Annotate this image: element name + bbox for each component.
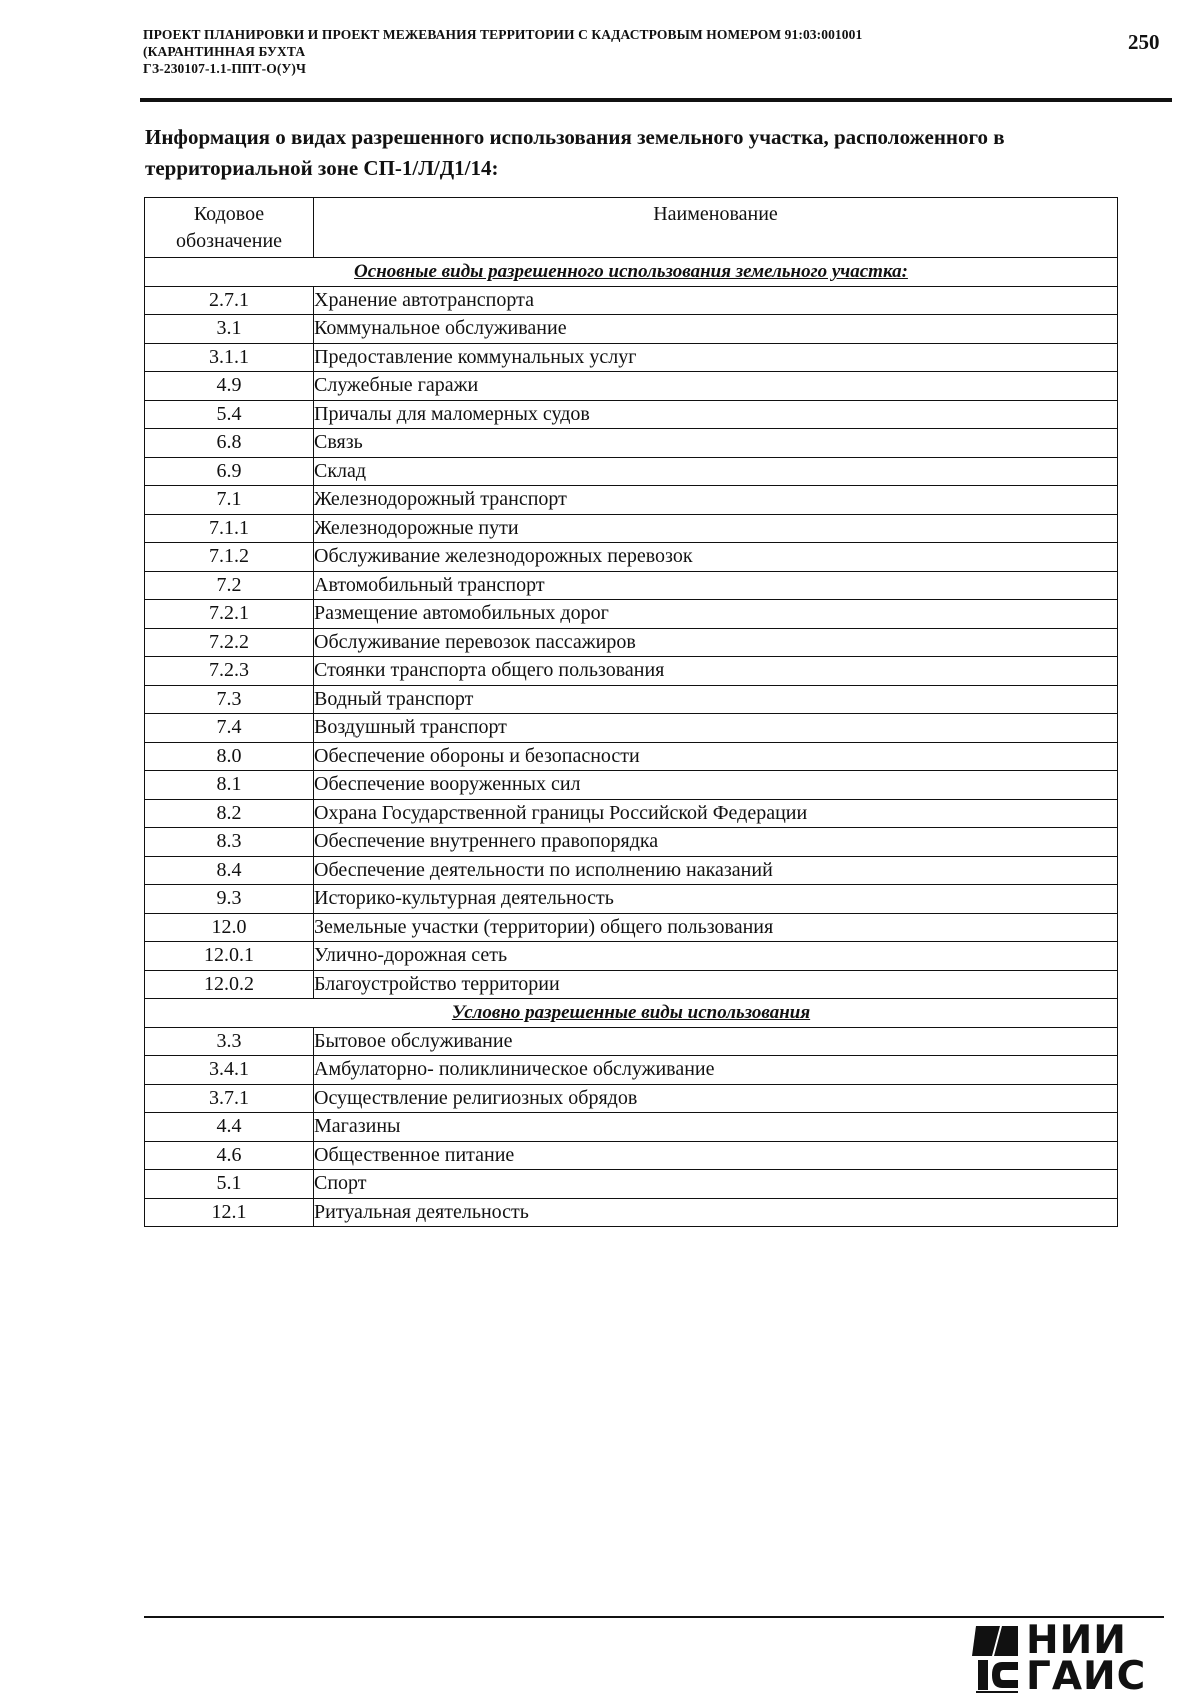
col-code-header: Кодовое обозначение (145, 198, 314, 258)
table-row (145, 1027, 1118, 1056)
row-name: Бытовое обслуживание (314, 1027, 1118, 1056)
row-code: 5.1 (145, 1170, 314, 1199)
land-use-table (144, 197, 1118, 1227)
table-row (145, 400, 1118, 429)
row-code: 4.4 (145, 1113, 314, 1142)
table-row (145, 457, 1118, 486)
row-name: Служебные гаражи (314, 372, 1118, 401)
table-row (145, 372, 1118, 401)
table-row (145, 543, 1118, 572)
row-code: 12.0.1 (145, 942, 314, 971)
page-number: 250 (1128, 30, 1160, 54)
table-row (145, 1170, 1118, 1199)
table-row (145, 913, 1118, 942)
row-name: Общественное питание (314, 1141, 1118, 1170)
header-divider (140, 98, 1172, 102)
row-code: 3.4.1 (145, 1056, 314, 1085)
row-name: Ритуальная деятельность (314, 1198, 1118, 1227)
row-code: 7.3 (145, 685, 314, 714)
row-name: Спорт (314, 1170, 1118, 1199)
row-name: Предоставление коммунальных услуг (314, 343, 1118, 372)
row-name: Благоустройство территории (314, 970, 1118, 999)
row-code: 7.2.3 (145, 657, 314, 686)
row-code: 4.6 (145, 1141, 314, 1170)
row-code: 5.4 (145, 400, 314, 429)
logo-text-line-2: ГАИС (1026, 1654, 1147, 1699)
niigais-logo (970, 1618, 1170, 1699)
row-code: 7.1.2 (145, 543, 314, 572)
row-code: 7.2.2 (145, 628, 314, 657)
table-row (145, 1198, 1118, 1227)
row-code: 8.1 (145, 771, 314, 800)
row-name: Обслуживание перевозок пассажиров (314, 628, 1118, 657)
row-name: Обеспечение внутреннего правопорядка (314, 828, 1118, 857)
row-name: Железнодорожные пути (314, 514, 1118, 543)
row-code: 3.7.1 (145, 1084, 314, 1113)
table-row (145, 343, 1118, 372)
row-code: 4.9 (145, 372, 314, 401)
row-code: 7.2.1 (145, 600, 314, 629)
table-row (145, 1141, 1118, 1170)
table-row (145, 970, 1118, 999)
table-row (145, 685, 1118, 714)
table-row (145, 1113, 1118, 1142)
table-section-row (145, 999, 1118, 1028)
table-row (145, 628, 1118, 657)
row-code: 12.1 (145, 1198, 314, 1227)
header-line-2: (КАРАНТИННАЯ БУХТА (143, 44, 306, 59)
row-code: 8.0 (145, 742, 314, 771)
row-name: Обеспечение обороны и безопасности (314, 742, 1118, 771)
row-name: Земельные участки (территории) общего пользования (314, 913, 1118, 942)
row-code: 8.4 (145, 856, 314, 885)
section-heading: Основные виды разрешенного использования земельного участка: (145, 258, 1118, 287)
row-name: Склад (314, 457, 1118, 486)
document-header (143, 26, 1063, 77)
table-row (145, 1084, 1118, 1113)
row-code: 8.2 (145, 799, 314, 828)
row-code: 7.1 (145, 486, 314, 515)
table-row (145, 657, 1118, 686)
row-code: 3.3 (145, 1027, 314, 1056)
col-name-header: Наименование (314, 198, 1118, 258)
row-name: Железнодорожный транспорт (314, 486, 1118, 515)
row-name: Водный транспорт (314, 685, 1118, 714)
table-section-row (145, 258, 1118, 287)
table-row (145, 429, 1118, 458)
row-name: Коммунальное обслуживание (314, 315, 1118, 344)
row-code: 6.8 (145, 429, 314, 458)
row-name: Обслуживание железнодорожных перевозок (314, 543, 1118, 572)
table-row (145, 885, 1118, 914)
table-row (145, 714, 1118, 743)
row-code: 3.1.1 (145, 343, 314, 372)
row-code: 3.1 (145, 315, 314, 344)
row-name: Осуществление религиозных обрядов (314, 1084, 1118, 1113)
row-code: 2.7.1 (145, 286, 314, 315)
header-line-1: ПРОЕКТ ПЛАНИРОВКИ И ПРОЕКТ МЕЖЕВАНИЯ ТЕРРИТОРИИ С КАДАСТРОВЫМ НОМЕРОМ 91:03:001001 (143, 27, 863, 42)
row-code: 7.4 (145, 714, 314, 743)
row-name: Охрана Государственной границы Российской Федерации (314, 799, 1118, 828)
section-heading: Условно разрешенные виды использования (145, 999, 1118, 1028)
row-name: Обеспечение вооруженных сил (314, 771, 1118, 800)
table-row (145, 799, 1118, 828)
row-name: Амбулаторно- поликлиническое обслуживание (314, 1056, 1118, 1085)
row-name: Историко-культурная деятельность (314, 885, 1118, 914)
row-name: Магазины (314, 1113, 1118, 1142)
row-code: 12.0.2 (145, 970, 314, 999)
row-name: Хранение автотранспорта (314, 286, 1118, 315)
niigais-logo-mark-icon (972, 1626, 1020, 1694)
header-line-3: ГЗ-230107-1.1-ППТ-О(У)Ч (143, 61, 307, 76)
table-row (145, 600, 1118, 629)
row-name: Связь (314, 429, 1118, 458)
row-name: Воздушный транспорт (314, 714, 1118, 743)
table-row (145, 486, 1118, 515)
row-code: 12.0 (145, 913, 314, 942)
table-header-row (145, 198, 1118, 258)
table-row (145, 571, 1118, 600)
row-name: Обеспечение деятельности по исполнению наказаний (314, 856, 1118, 885)
row-code: 6.9 (145, 457, 314, 486)
row-name: Автомобильный транспорт (314, 571, 1118, 600)
section-title: Информация о видах разрешенного использования земельного участка, расположенного в территориальной зоне СП-1/Л/Д1/14: (145, 125, 1005, 180)
table-row (145, 742, 1118, 771)
table-row (145, 1056, 1118, 1085)
footer-divider (144, 1616, 1164, 1618)
table-row (145, 771, 1118, 800)
row-code: 8.3 (145, 828, 314, 857)
table-row (145, 286, 1118, 315)
table-row (145, 315, 1118, 344)
logo-text-line-1: НИИ (1026, 1618, 1127, 1663)
table-row (145, 856, 1118, 885)
table-row (145, 828, 1118, 857)
row-name: Размещение автомобильных дорог (314, 600, 1118, 629)
table-row (145, 942, 1118, 971)
row-code: 7.2 (145, 571, 314, 600)
row-name: Причалы для маломерных судов (314, 400, 1118, 429)
row-name: Улично-дорожная сеть (314, 942, 1118, 971)
row-code: 9.3 (145, 885, 314, 914)
row-name: Стоянки транспорта общего пользования (314, 657, 1118, 686)
row-code: 7.1.1 (145, 514, 314, 543)
table-row (145, 514, 1118, 543)
